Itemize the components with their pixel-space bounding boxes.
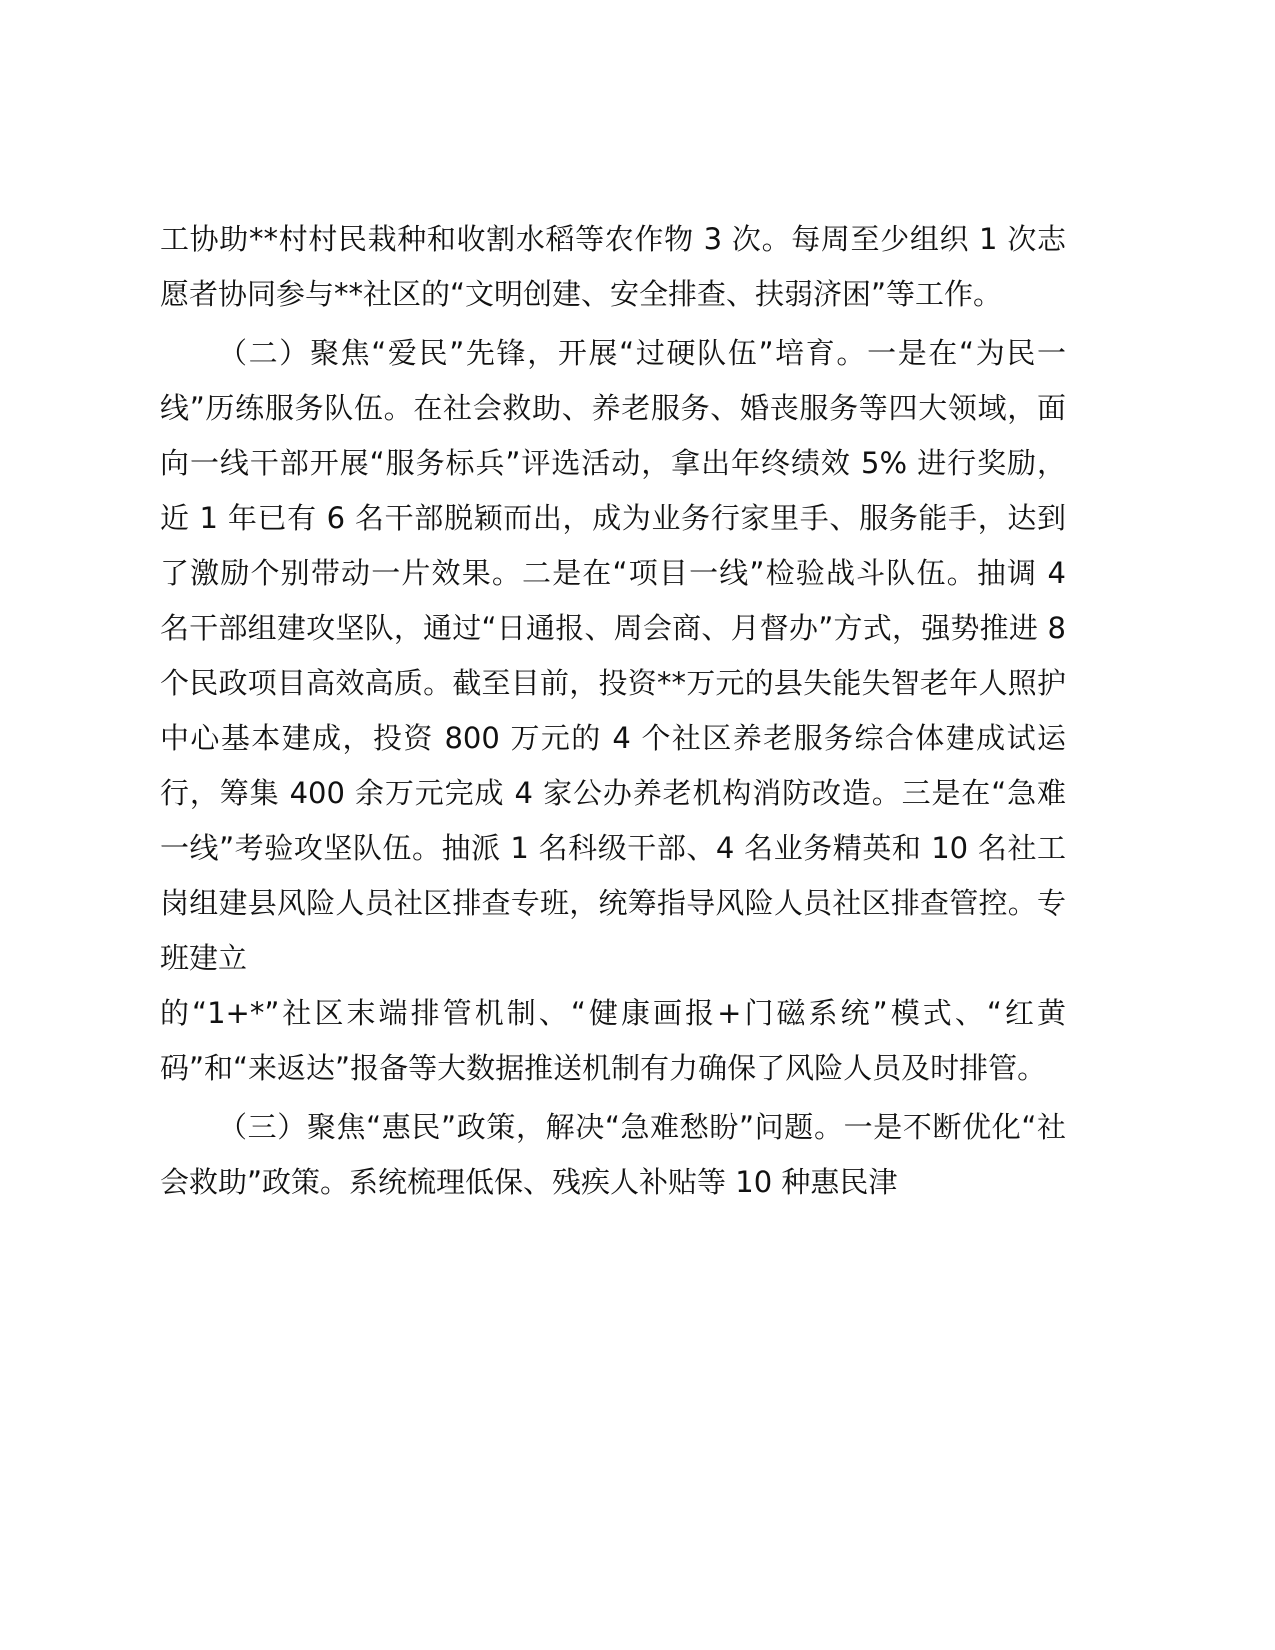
paragraph-volunteer-work: 工协助**村村民栽种和收割水稻等农作物 3 次。每周至少组织 1 次志愿者协同参与**社区的“文明创建、安全排查、扶弱济困”等工作。 xyxy=(160,222,1066,311)
paragraph-section-two-part-b: 的“1+*”社区末端排管机制、“健康画报+门磁系统”模式、“红黄码”和“来返达”报备等大数据推送机制有力确保了风险人员及时排管。 xyxy=(160,996,1066,1085)
paragraph-section-three: （三）聚焦“惠民”政策，解决“急难愁盼”问题。一是不断优化“社会救助”政策。系统梳理低保、残疾人补贴等 10 种惠民津 xyxy=(160,1110,1066,1199)
paragraph-section-two xyxy=(160,326,1066,1096)
document-page xyxy=(160,212,1066,1210)
paragraph-section-two-part-a: （二）聚焦“爱民”先锋，开展“过硬队伍”培育。一是在“为民一线”历练服务队伍。在社会救助、养老服务、婚丧服务等四大领域，面向一线干部开展“服务标兵”评选活动，拿出年终绩效 5% 进行奖励，近 1 年已有 6 名干部脱颖而出，成为业务行家里手、服务能手，达到了激励个别带动一片效果。二是在“项目一线”检验战斗队伍。抽调 4 名干部组建攻坚队，通过“日通报、周会商、月督办”方式，强势推进 8 个民政项目高效高质。截至目前，投资**万元的县失能失智老年人照护中心基本建成，投资 800 万元的 4 个社区养老服务综合体建成试运行，筹集 400 余万元完成 4 家公办养老机构消防改造。三是在“急难一线”考验攻坚队伍。抽派 1 名科级干部、4 名业务精英和 10 名社工岗组建县风险人员社区排查专班，统筹指导风险人员社区排查管控。专班建立 xyxy=(160,336,1066,975)
